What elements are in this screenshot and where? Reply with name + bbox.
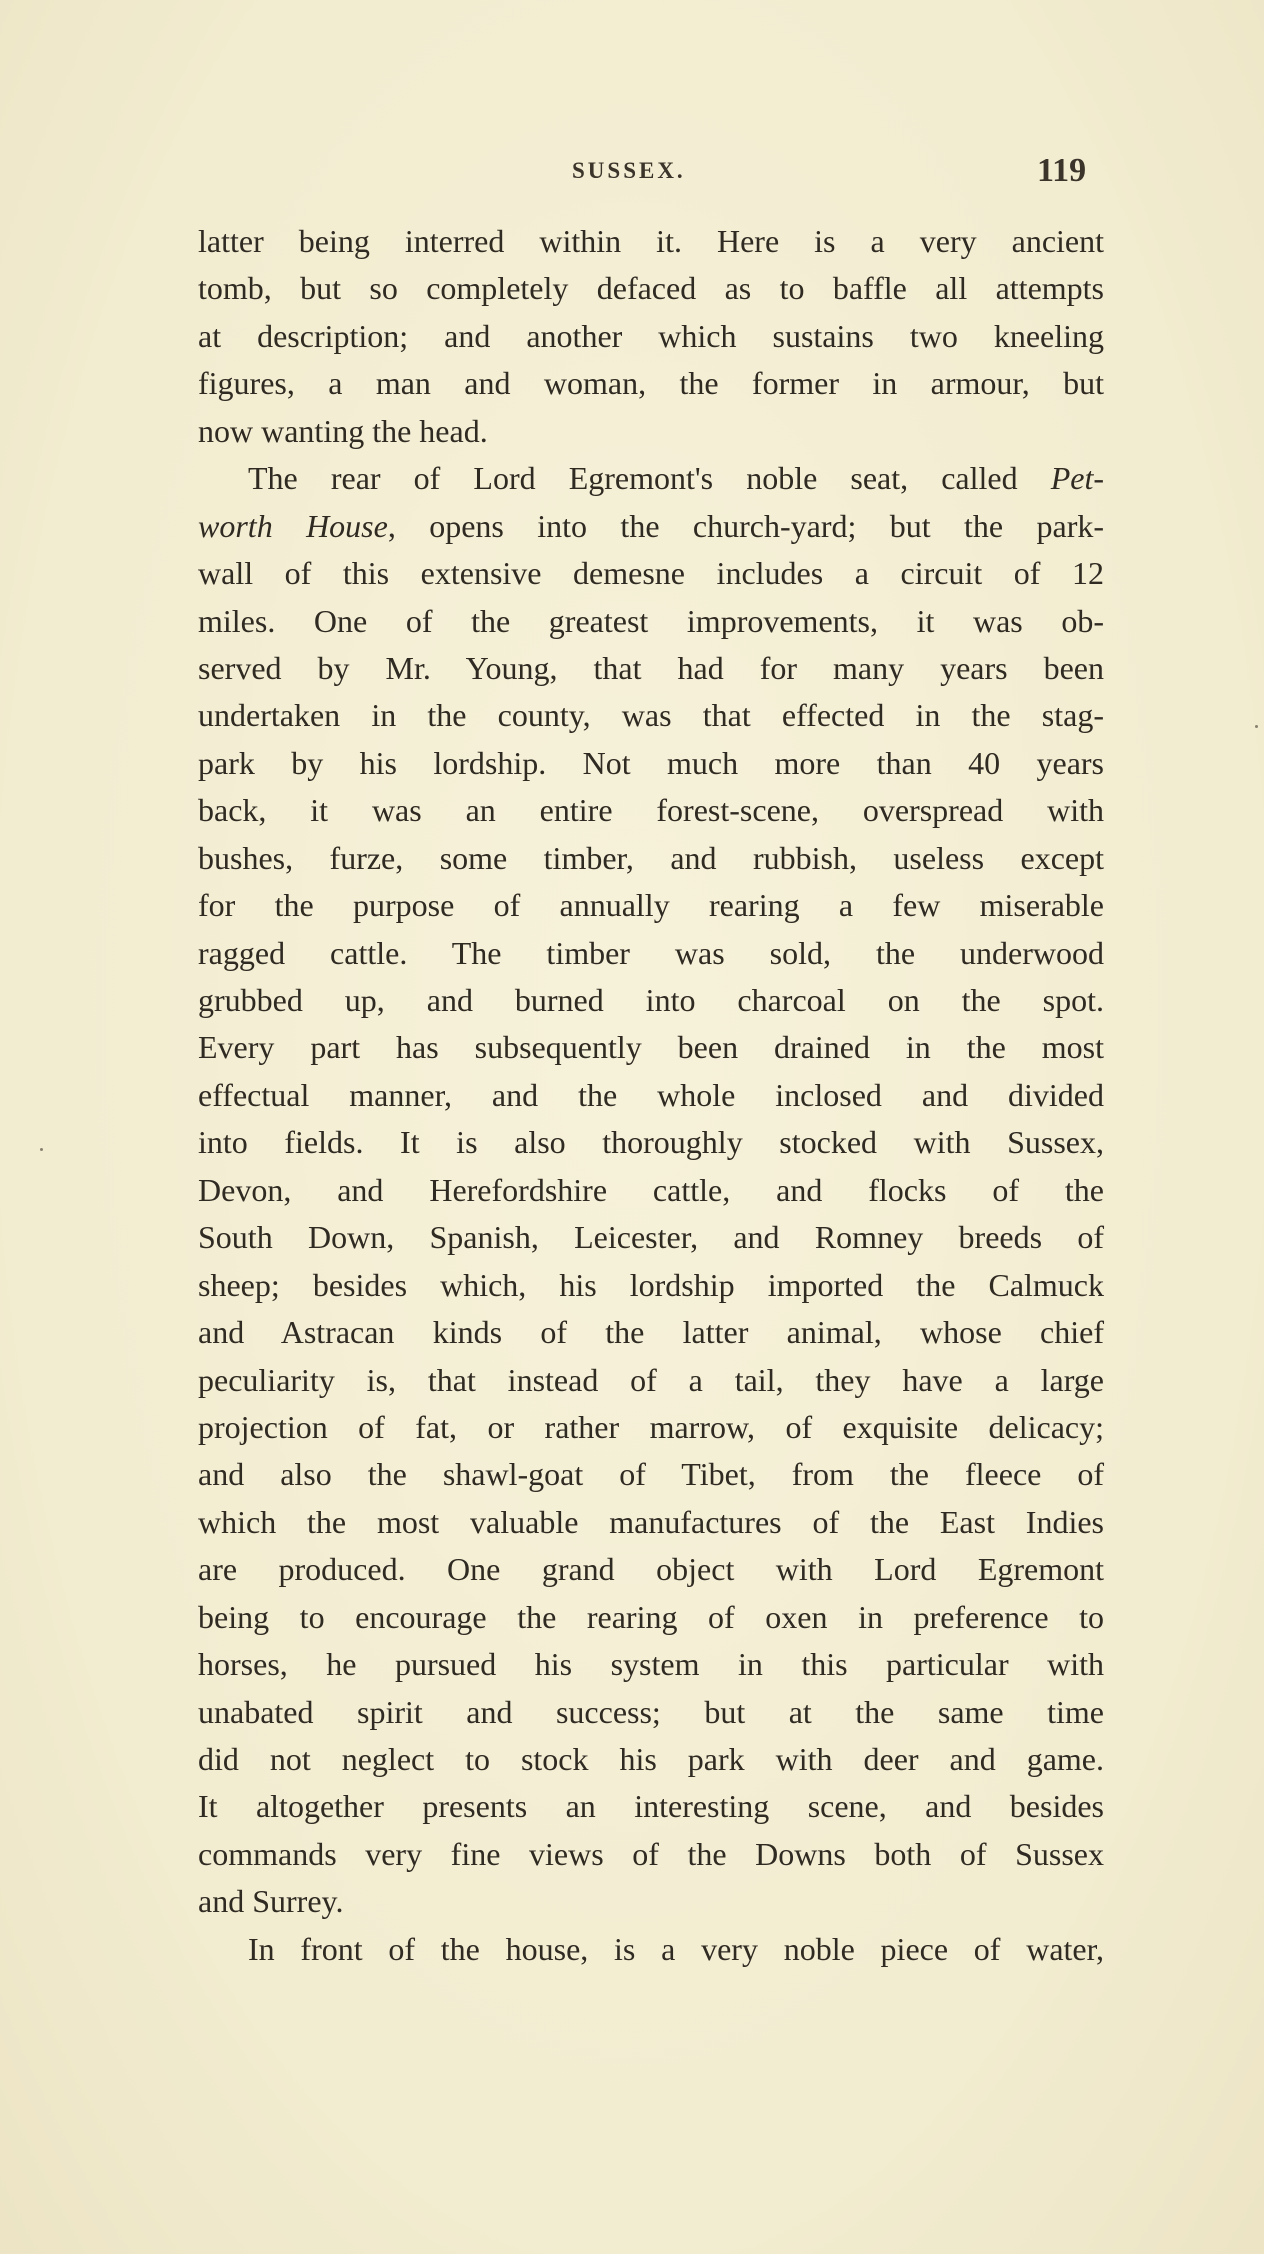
text-line: Every part has subsequently been drained in the most — [198, 1029, 1104, 1066]
text-line: wall of this extensive demesne includes a circuit of 12 — [198, 555, 1104, 592]
text-line: into fields. It is also thoroughly stocked with Sussex, — [198, 1124, 1104, 1161]
text-line: miles. One of the greatest improvements, it was ob- — [198, 602, 1104, 639]
text-line: effectual manner, and the whole inclosed and divided — [198, 1076, 1104, 1113]
text-line: commands very fine views of the Downs both of Sussex — [198, 1835, 1104, 1872]
text-line: peculiarity is, that instead of a tail, they have a large — [198, 1361, 1104, 1398]
text-line: It altogether presents an interesting scene, and besides — [198, 1788, 1104, 1825]
paper-speck — [40, 1148, 43, 1151]
body-text — [198, 218, 1104, 1973]
text-fragment: , opens into the church-yard; but the park- — [387, 507, 1105, 544]
text-line: sheep; besides which, his lordship imported the Calmuck — [198, 1266, 1104, 1303]
text-line: undertaken in the county, was that effected in the stag- — [198, 697, 1104, 734]
running-head: SUSSEX. — [572, 158, 686, 183]
italic-fragment: Pet- — [1050, 460, 1104, 497]
text-line: latter being interred within it. Here is a very ancient — [198, 223, 1104, 259]
text-line: projection of fat, or rather marrow, of exquisite delicacy; — [198, 1408, 1104, 1445]
text-line: tomb, but so completely defaced as to baffle all attempts — [198, 270, 1104, 307]
text-line: at description; and another which sustains two kneeling — [198, 317, 1104, 354]
text-line: horses, he pursued his system in this particular with — [198, 1646, 1104, 1683]
text-line: and Surrey. — [198, 1883, 344, 1920]
page-header — [0, 152, 1264, 192]
text-line: and Astracan kinds of the latter animal, whose chief — [198, 1314, 1104, 1351]
text-line: grubbed up, and burned into charcoal on the spot. — [198, 982, 1104, 1018]
text-line: are produced. One grand object with Lord Egremont — [198, 1551, 1104, 1588]
text-line: bushes, furze, some timber, and rubbish, useless except — [198, 839, 1104, 876]
text-line: for the purpose of annually rearing a few miserable — [198, 887, 1104, 924]
text-line: In front of the house, is a very noble piece of water, — [248, 1930, 1104, 1967]
text-line: park by his lordship. Not much more than 40 years — [198, 744, 1104, 781]
text-line: did not neglect to stock his park with deer and game. — [198, 1741, 1104, 1777]
text-line — [198, 455, 1104, 502]
paper-speck — [1255, 725, 1258, 728]
text-line: served by Mr. Young, that had for many years been — [198, 649, 1104, 686]
text-fragment: The rear of Lord Egremont's noble seat, called — [248, 460, 1051, 497]
page-number: 119 — [1037, 152, 1087, 189]
text-line — [198, 503, 1104, 550]
text-line: figures, a man and woman, the former in armour, but — [198, 365, 1104, 402]
italic-fragment: worth House — [198, 507, 388, 544]
text-line: which the most valuable manufactures of the East Indies — [198, 1503, 1104, 1540]
text-line: South Down, Spanish, Leicester, and Romney breeds of — [198, 1219, 1104, 1256]
text-line: Devon, and Herefordshire cattle, and flocks of the — [198, 1171, 1104, 1208]
text-line: back, it was an entire forest-scene, overspread with — [198, 792, 1104, 829]
text-line: now wanting the head. — [198, 412, 488, 449]
text-line: unabated spirit and success; but at the same time — [198, 1693, 1104, 1730]
text-line: and also the shawl-goat of Tibet, from the fleece of — [198, 1456, 1104, 1493]
text-line: ragged cattle. The timber was sold, the underwood — [198, 934, 1104, 971]
text-line: being to encourage the rearing of oxen in preference to — [198, 1598, 1104, 1635]
